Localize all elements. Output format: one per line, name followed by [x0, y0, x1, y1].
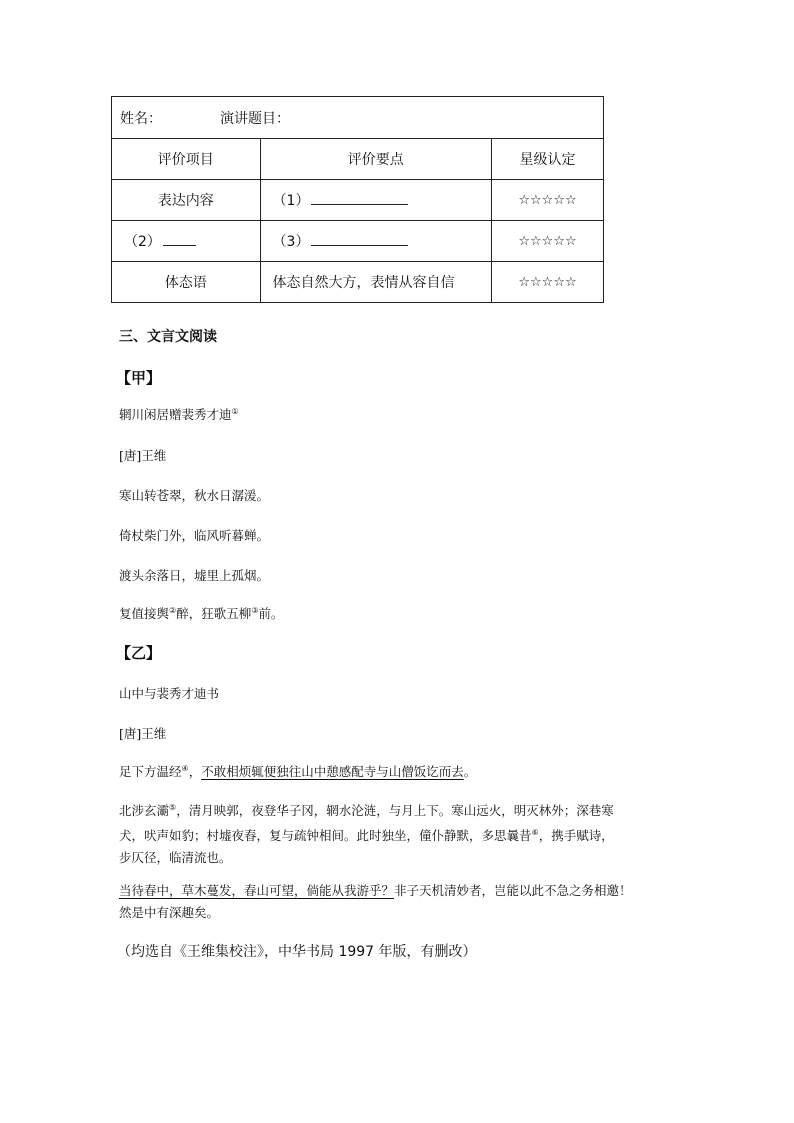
- row3-item: 体态语: [112, 262, 261, 303]
- yi-p1-b: ，: [188, 764, 202, 779]
- yi-p2-c: 犬，吠声如豹；村墟夜舂，复与疏钟相间。此时独坐，僮仆静默，多思曩昔: [119, 828, 532, 844]
- source-note: （均选自《王维集校注》，中华书局 1997 年版，有删改）: [117, 944, 477, 960]
- jia-poem-line-4: [119, 604, 283, 622]
- name-topic-cell: [112, 97, 604, 139]
- yi-paragraph-1: [119, 762, 476, 780]
- row1-point-prefix: （1）: [272, 193, 310, 209]
- table-row: [112, 221, 604, 262]
- row2-point: [260, 221, 492, 262]
- yi-p1-a: 足下方温经: [119, 764, 182, 779]
- jia-poem-line-1: 寒山转苍翠，秋水日潺湲。: [119, 488, 270, 503]
- row2-item-prefix: （2）: [124, 234, 161, 250]
- jia-l4-a: 复值接舆: [119, 606, 170, 621]
- yi-p2-a: 北涉玄灞: [119, 803, 170, 819]
- yi-p3-line-2: 然是中有深趣矣。: [119, 905, 220, 920]
- row2-stars: ☆☆☆☆☆: [492, 221, 604, 262]
- yi-p1-note-4: ④: [181, 763, 189, 773]
- yi-title: 山中与裴秀才迪书: [119, 686, 220, 701]
- yi-paragraph-2: [119, 797, 679, 869]
- jia-title: [119, 405, 239, 423]
- jia-l4-b: 醉，狂歌五柳: [176, 606, 252, 621]
- row2-point-prefix: （3）: [272, 234, 310, 250]
- row3-point: 体态自然大方，表情从容自信: [260, 262, 492, 303]
- evaluation-table: [111, 96, 604, 303]
- table-name-row: [112, 97, 604, 139]
- jia-l4-c: 前。: [258, 606, 284, 621]
- table-row: [112, 180, 604, 221]
- yi-p2-line-1: [119, 797, 679, 822]
- jia-title-note: ①: [231, 406, 239, 416]
- table-row: [112, 262, 604, 303]
- row1-point: [260, 180, 492, 221]
- yi-p3-line-1: [119, 880, 679, 902]
- yi-p2-b: ，清月映郭，夜登华子冈，辋水沦涟，与月上下。寒山远火，明灭林外；深巷寒: [176, 803, 614, 819]
- row3-stars: ☆☆☆☆☆: [492, 262, 604, 303]
- row1-item: 表达内容: [112, 180, 261, 221]
- jia-title-text: 辋川闲居赠裴秀才迪: [119, 407, 232, 422]
- header-stars: 星级认定: [492, 139, 604, 180]
- yi-p2-note-5: ⑤: [169, 803, 177, 812]
- section-title: 三、文言文阅读: [119, 329, 217, 345]
- jia-l4-note-3: ③: [251, 605, 259, 615]
- jia-marker: 【甲】: [116, 369, 162, 387]
- yi-author: [唐]王维: [119, 726, 167, 741]
- jia-poem-line-2: 倚杖柴门外，临风听暮蝉。: [119, 528, 270, 543]
- yi-p1-underlined: 不敢相烦辄便独往山中憩感配寺与山僧饭讫而去: [201, 764, 464, 779]
- row2-item: [112, 221, 261, 262]
- yi-p2-line-2: [119, 822, 679, 847]
- answer-blank-1: [311, 192, 408, 205]
- yi-p2-line-3: 步仄径，临清流也。: [119, 850, 232, 866]
- yi-p1-c: 。: [463, 764, 477, 779]
- jia-poem-line-3: 渡头余落日，墟里上孤烟。: [119, 568, 270, 583]
- yi-paragraph-3: [119, 880, 679, 924]
- table-header-row: [112, 139, 604, 180]
- jia-l4-note-2: ②: [169, 605, 177, 615]
- row1-stars: ☆☆☆☆☆: [492, 180, 604, 221]
- answer-blank-3: [311, 233, 408, 246]
- header-points: 评价要点: [260, 139, 492, 180]
- yi-marker: 【乙】: [116, 644, 162, 662]
- jia-author: [唐]王维: [119, 448, 167, 463]
- yi-p3-underlined: 当待春中，草木蔓发，春山可望，倘能从我游乎？: [119, 883, 395, 898]
- yi-p3-a: 非子天机清妙者，岂能以此不急之务相邀！: [394, 883, 632, 898]
- name-label: 姓名：: [120, 110, 162, 127]
- yi-p2-d: ，携手赋诗，: [538, 828, 614, 844]
- yi-p2-note-6: ⑥: [531, 828, 539, 838]
- topic-label: 演讲题目：: [220, 110, 290, 127]
- answer-blank-2: [163, 233, 196, 246]
- header-item: 评价项目: [112, 139, 261, 180]
